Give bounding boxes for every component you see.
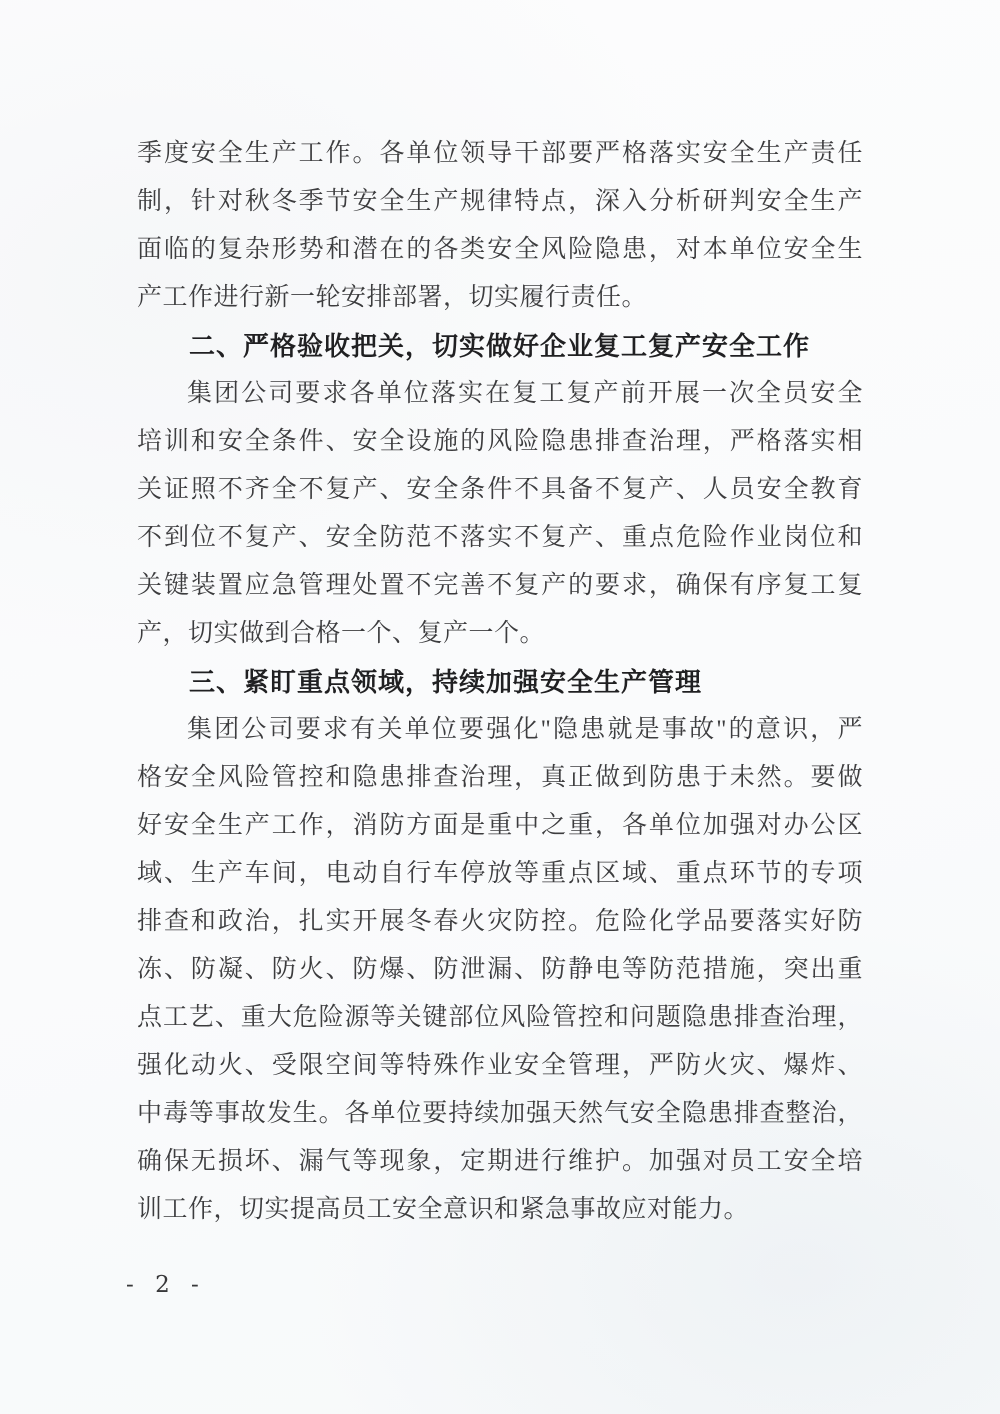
- paragraph3-line: 域、生产车间，电动自行车停放等重点区域、重点环节的专项: [137, 860, 863, 887]
- page-number: - 2 -: [126, 1272, 206, 1298]
- section2-heading: 二、严格验收把关，切实做好企业复工复产安全工作: [189, 331, 811, 361]
- paragraph1-line: 季度安全生产工作。各单位领导干部要严格落实安全生产责任: [137, 140, 863, 167]
- paragraph3-line: 集团公司要求有关单位要强化"隐患就是事故"的意识，严: [187, 716, 863, 743]
- paragraph3-line: 确保无损坏、漏气等现象，定期进行维护。加强对员工安全培: [137, 1148, 863, 1175]
- paragraph1-line: 产工作进行新一轮安排部署，切实履行责任。: [137, 284, 648, 311]
- paragraph2-line: 培训和安全条件、安全设施的风险隐患排查治理，严格落实相: [137, 428, 863, 455]
- section3-heading: 三、紧盯重点领域，持续加强安全生产管理: [189, 667, 703, 697]
- paragraph2-line: 产，切实做到合格一个、复产一个。: [137, 620, 546, 647]
- paragraph3-line: 强化动火、受限空间等特殊作业安全管理，严防火灾、爆炸、: [137, 1052, 863, 1079]
- paragraph3-line: 点工艺、重大危险源等关键部位风险管控和问题隐患排查治理，: [137, 1004, 863, 1031]
- paragraph3-line: 排查和政治，扎实开展冬春火灾防控。危险化学品要落实好防: [137, 908, 863, 935]
- paragraph2-line: 关证照不齐全不复产、安全条件不具备不复产、人员安全教育: [137, 476, 863, 503]
- paragraph3-line: 好安全生产工作，消防方面是重中之重，各单位加强对办公区: [137, 812, 863, 839]
- paragraph2-line: 关键装置应急管理处置不完善不复产的要求，确保有序复工复: [137, 572, 863, 599]
- paragraph1-line: 制，针对秋冬季节安全生产规律特点，深入分析研判安全生产: [137, 188, 863, 215]
- document-body: [137, 130, 863, 1234]
- paragraph3-line: 格安全风险管控和隐患排查治理，真正做到防患于未然。要做: [137, 764, 863, 791]
- paragraph1-line: 面临的复杂形势和潜在的各类安全风险隐患，对本单位安全生: [137, 236, 863, 263]
- paragraph2-line: 不到位不复产、安全防范不落实不复产、重点危险作业岗位和: [137, 524, 863, 551]
- paragraph3-line: 训工作，切实提高员工安全意识和紧急事故应对能力。: [137, 1196, 750, 1223]
- paragraph3-line: 冻、防凝、防火、防爆、防泄漏、防静电等防范措施，突出重: [137, 956, 863, 983]
- paragraph2-line: 集团公司要求各单位落实在复工复产前开展一次全员安全: [187, 380, 863, 407]
- paragraph3-line: 中毒等事故发生。各单位要持续加强天然气安全隐患排查整治，: [137, 1100, 863, 1127]
